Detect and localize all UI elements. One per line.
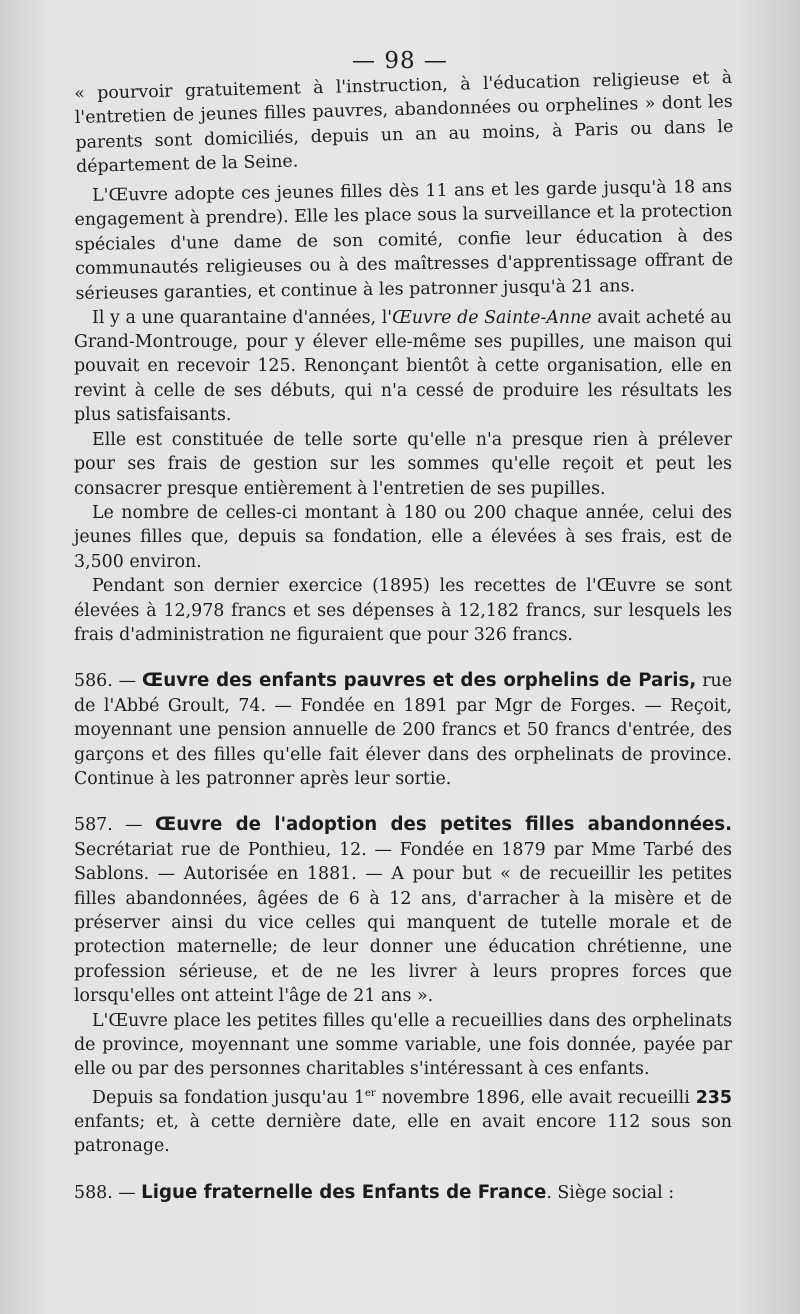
entry-587-p3-c: enfants; et, à cette dernière date, elle en avait encore 112 sous son patronage.	[74, 1112, 732, 1157]
intro-paragraph-2: L'Œuvre adopte ces jeunes filles dès 11 ans et les garde jusqu'à 18 ans engagement à prendre). Elle les place sous la surveillance et la protection spéciales d'une dame de son comité, confie leur éducation à des communautés religieuses ou à des maîtresses d'apprentissage offrant de sérieuses garanties, et continue à les patronner jusqu'à 21 ans.	[74, 176, 734, 304]
entry-number: 588. —	[74, 1182, 142, 1203]
entry-587	[74, 813, 732, 1008]
entry-title: Ligue fraternelle des Enfants de France	[141, 1181, 547, 1203]
entry-587-p3-a: Depuis sa fondation jusqu'au 1	[92, 1087, 365, 1108]
entry-body: Secrétariat rue de Ponthieu, 12. — Fondée en 1879 par Mme Tarbé des Sablons. — Autorisée en 1881. — A pour but « de recueillir les petites filles abandonnées, âgées de 6 à 12 ans, d'arracher à la misère et de préserver ainsi du vice celles qui manquent de tutelle morale et de protection maternelle; de leur donner une éducation chrétienne, une profession sérieuse, et de ne les livrer à leurs propres forces que lorsqu'elles ont atteint l'âge de 21 ans ».	[74, 839, 732, 1007]
entry-title: Œuvre de l'adoption des petites filles abandonnées.	[155, 814, 732, 836]
page-number: — 98 —	[352, 48, 448, 74]
entry-587-p3-bold: 235	[695, 1087, 732, 1108]
entry-number: 587. —	[74, 815, 156, 836]
entry-586	[74, 669, 732, 791]
entry-body: rue de l'Abbé Groult, 74. — Fondée en 1891 par Mgr de Forges. — Reçoit, moyennant une pension annuelle de 200 francs et 50 francs d'entrée, des garçons et des filles qu'elle fait élever dans des orphelinats de province. Continue à les patronner après leur sortie.	[74, 671, 732, 789]
intro-paragraph-3	[74, 306, 732, 428]
intro-paragraph-6: Pendant son dernier exercice (1895) les recettes de l'Œuvre se sont élevées à 12,978 francs et ses dépenses à 12,182 francs, sur lesquels les frais d'administration ne figuraient que pour 326 francs.	[74, 576, 732, 645]
entry-587-paragraph-2: L'Œuvre place les petites filles qu'elle a recueillies dans des orphelinats de province, moyennant une somme variable, une fois donnée, payée par elle ou par des personnes charitables s'intéressant à ces enfants.	[74, 1010, 732, 1080]
entry-587-p3-sup: er	[364, 1087, 376, 1099]
entry-587-p3-b: novembre 1896, elle avait recueilli	[375, 1087, 696, 1108]
page-body	[74, 67, 734, 1205]
entry-title: Œuvre des enfants pauvres et des orphelins de Paris,	[142, 670, 697, 692]
entry-588	[74, 1181, 732, 1205]
intro-p3-text-b: avait acheté au Grand-Montrouge, pour y élever elle-même ses pupilles, une maison qui pouvait en recevoir 125. Renonçant bientôt à cette organisation, elle en revint à celle de ses débuts, qui n'a cessé de produire les résultats les plus satisfaisants.	[74, 307, 732, 426]
intro-paragraph-1: « pourvoir gratuitement à l'instruction, à l'éducation religieuse et à l'entretien de jeunes filles pauvres, abandonnées ou orphelines » dont les parents sont domiciliés, depuis un an au moins, à Paris ou dans le département de la Seine.	[74, 67, 734, 178]
intro-paragraph-4: Elle est constituée de telle sorte qu'elle n'a presque rien à prélever pour ses frais de gestion sur les sommes qu'elle reçoit et peut les consacrer presque entièrement à l'entretien de ses pupilles.	[74, 429, 732, 499]
entry-number: 586. —	[74, 671, 142, 692]
entry-587-paragraph-3	[74, 1082, 732, 1159]
intro-paragraph-5: Le nombre de celles-ci montant à 180 ou 200 chaque année, celui des jeunes filles que, depuis sa fondation, elle a élevées à ses frais, est de 3,500 environ.	[74, 502, 732, 572]
intro-p3-text-a: Il y a une quarantaine d'années, l'	[92, 307, 393, 328]
entry-body: . Siège social :	[546, 1182, 675, 1203]
intro-p3-italic: Œuvre de Sainte-Anne	[392, 307, 592, 328]
